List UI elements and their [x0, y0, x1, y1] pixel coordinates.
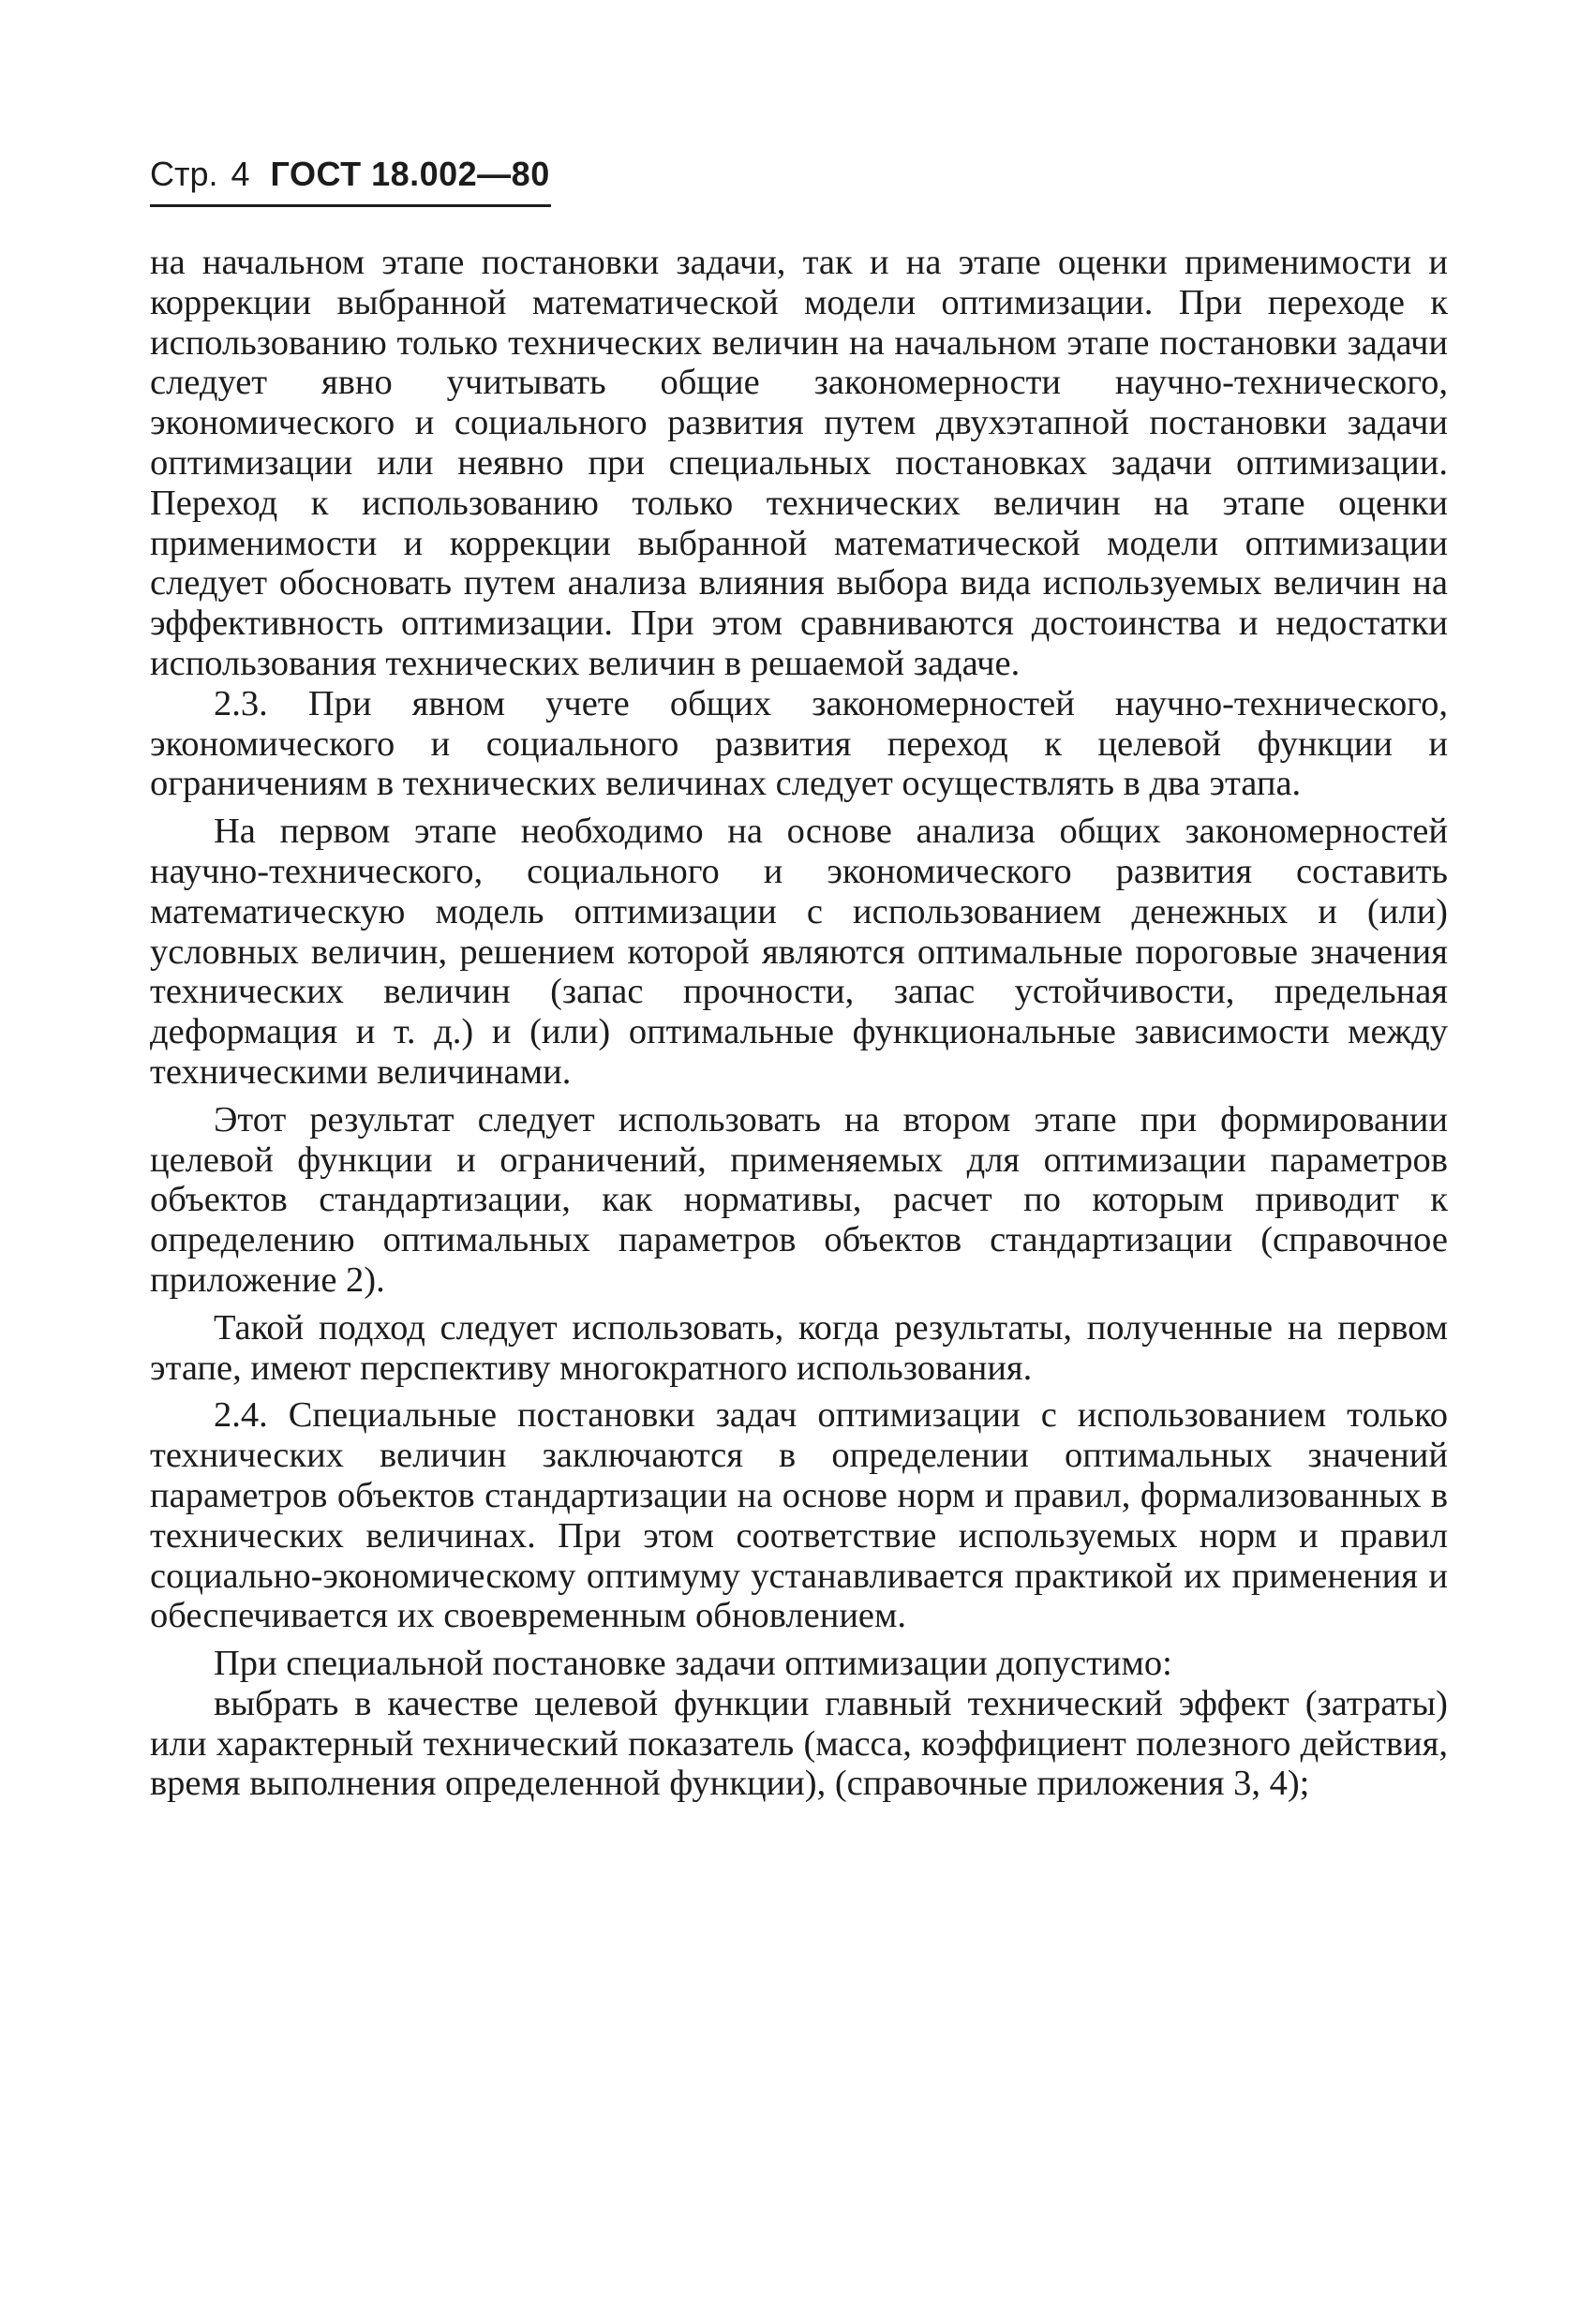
- paragraph-objective-choice: выбрать в качестве целевой функции главный технический эффект (затраты) или характерный технический показатель (масса, коэффициент полезного действия, время выполнения определенной функции), (справочные приложения 3, 4);: [150, 1683, 1448, 1804]
- header-rule: [150, 204, 551, 207]
- standard-code: ГОСТ 18.002—80: [270, 155, 550, 193]
- paragraph-continuation: на начальном этапе постановки задачи, так и на этапе оценки применимости и коррекции выбранной математической модели оптимизации. При переходе к использованию только технических величин на начальном этапе постановки задачи следует явно учитывать общие закономерности научно-технического, экономического и социального развития путем двухэтапной постановки задачи оптимизации или неявно при специальных постановках задачи оптимизации. Переход к использованию только технических величин на этапе оценки применимости и коррекции выбранной математической модели оптимизации следует обосновать путем анализа влияния выбора вида используемых величин на эффективность оптимизации. При этом сравниваются достоинства и недостатки использования технических величин в решаемой задаче.: [150, 243, 1448, 683]
- paragraph-approach: Такой подход следует использовать, когда результаты, полученные на первом этапе, имеют перспективу многократного использования.: [150, 1307, 1448, 1388]
- body-text: [150, 243, 1448, 1804]
- running-header: [150, 157, 1448, 191]
- paragraph-second-stage: Этот результат следует использовать на втором этапе при формировании целевой функции и ограничений, применяемых для оптимизации параметров объектов стандартизации, как нормативы, расчет по которым приводит к определению оптимальных параметров объектов стандартизации (справочное приложение 2).: [150, 1099, 1448, 1300]
- page-label: Стр.: [150, 155, 218, 193]
- paragraph-special-statement: При специальной постановке задачи оптимизации допустимо:: [214, 1644, 1172, 1684]
- paragraph-first-stage: На первом этапе необходимо на основе анализа общих закономерностей научно-технического, социального и экономического развития составить математическую модель оптимизации с использованием денежных и (или) условных величин, решением которой являются оптимальные пороговые значения технических величин (запас прочности, запас устойчивости, предельная деформация и т. д.) и (или) оптимальные функциональные зависимости между техническими величинами.: [150, 812, 1448, 1092]
- paragraph-2-3: 2.3. При явном учете общих закономерностей научно-технического, экономического и социального развития переход к целевой функции и ограничениям в технических величинах следует осуществлять в два этапа.: [150, 683, 1448, 804]
- document-page: [150, 157, 1448, 1804]
- paragraph-2-4: 2.4. Специальные постановки задач оптимизации с использованием только технических величин заключаются в определении оптимальных значений параметров объектов стандартизации на основе норм и правил, формализованных в технических величинах. При этом соответствие используемых норм и правил социально-экономическому оптимуму устанавливается практикой их применения и обеспечивается их своевременным обновлением.: [150, 1395, 1448, 1636]
- page-number: 4: [231, 155, 250, 193]
